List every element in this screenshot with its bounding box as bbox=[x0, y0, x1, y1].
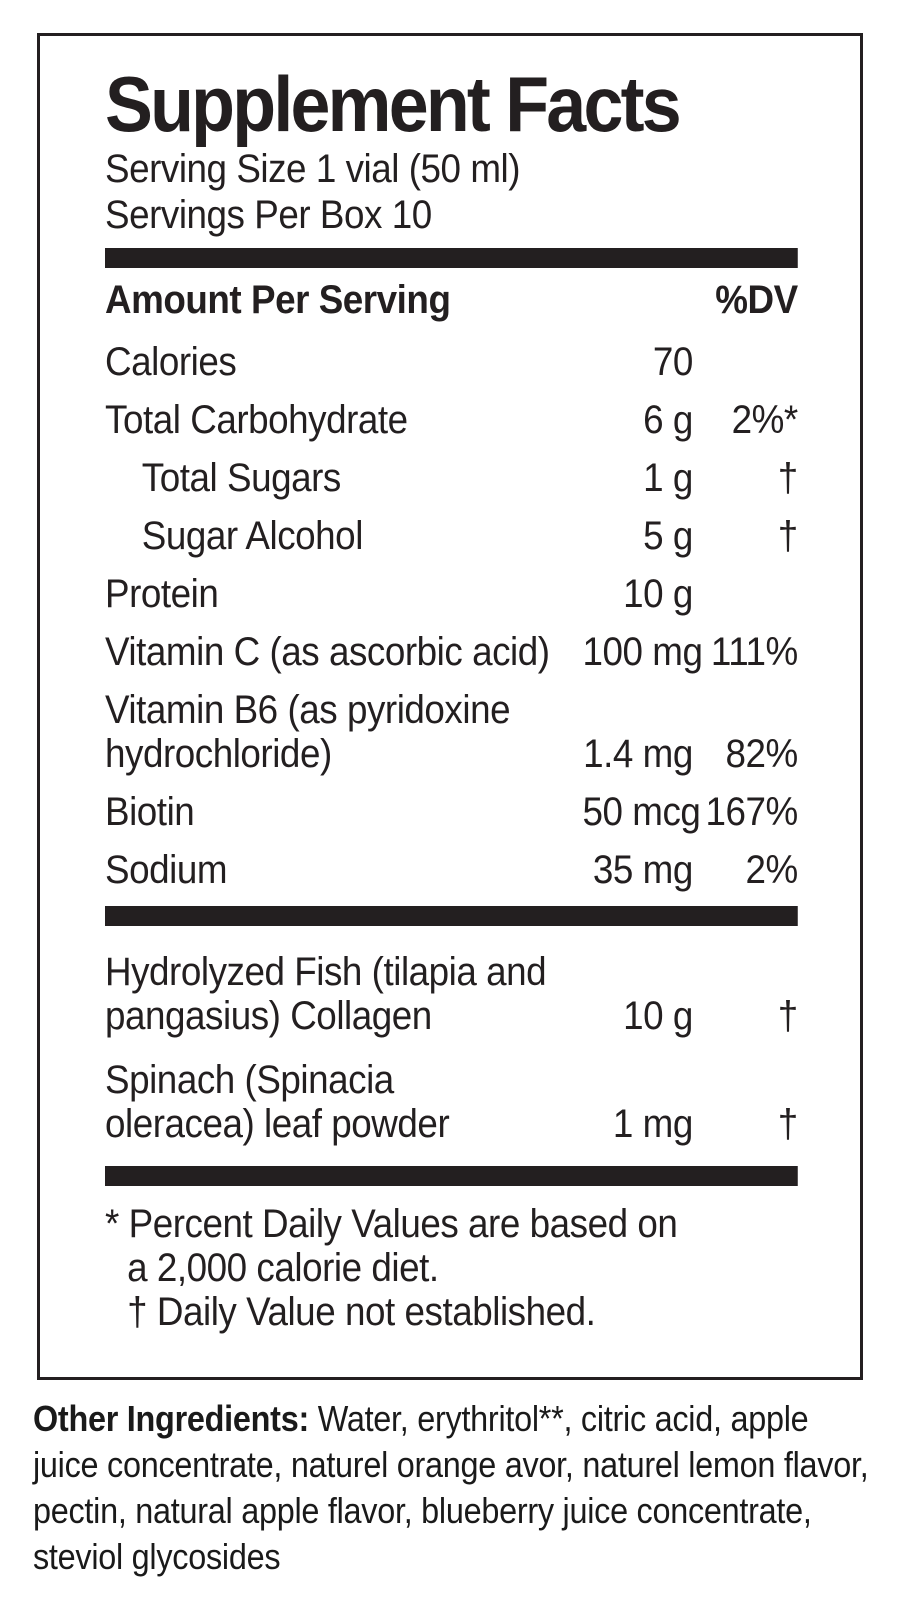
nutrient-name: Calories bbox=[105, 340, 237, 384]
nutrient-amount: 100 mg bbox=[582, 630, 703, 674]
serving-size-line: Serving Size 1 vial (50 ml) bbox=[105, 147, 521, 191]
nutrient-row bbox=[105, 848, 798, 892]
nutrient-name: Vitamin B6 (as pyridoxine hydrochloride) bbox=[105, 688, 511, 776]
thick-divider-bar-bottom bbox=[105, 1166, 798, 1186]
nutrient-name: Hydrolyzed Fish (tilapia and pangasius) Collagen bbox=[105, 950, 547, 1038]
nutrient-amount: 6 g bbox=[643, 398, 693, 442]
nutrient-row bbox=[105, 514, 798, 558]
nutrient-amount: 1 mg bbox=[612, 1102, 693, 1146]
nutrient-name: Sodium bbox=[105, 848, 228, 892]
nutrient-amount: 5 g bbox=[643, 514, 693, 558]
thick-divider-bar-middle bbox=[105, 906, 798, 926]
nutrient-amount: 35 mg bbox=[592, 848, 693, 892]
nutrient-row bbox=[105, 950, 798, 1038]
nutrient-row bbox=[105, 398, 798, 442]
nutrient-row bbox=[105, 340, 798, 384]
nutrient-name: Vitamin C (as ascorbic acid) bbox=[105, 630, 550, 674]
nutrient-amount: 50 mcg bbox=[582, 790, 701, 834]
panel-title: Supplement Facts bbox=[105, 60, 679, 148]
supplement-facts-content bbox=[105, 36, 798, 1334]
other-ingredients-label: Other Ingredients: bbox=[33, 1398, 309, 1439]
servings-per-box-line: Servings Per Box 10 bbox=[105, 193, 432, 237]
nutrient-percent-dv: † bbox=[777, 994, 798, 1038]
nutrient-amount: 70 bbox=[652, 340, 693, 384]
nutrient-amount: 1 g bbox=[643, 456, 693, 500]
footnote-percent-dv-line1: * Percent Daily Values are based on bbox=[105, 1202, 678, 1246]
nutrient-row bbox=[105, 688, 798, 776]
nutrient-percent-dv: † bbox=[777, 1102, 798, 1146]
footnote-dagger: † Daily Value not established. bbox=[127, 1290, 596, 1334]
nutrient-name: Total Sugars bbox=[141, 456, 341, 500]
thick-divider-bar-top bbox=[105, 248, 798, 268]
nutrient-percent-dv: 82% bbox=[725, 732, 798, 776]
nutrient-name: Biotin bbox=[105, 790, 195, 834]
footnotes bbox=[105, 1202, 798, 1334]
nutrient-amount: 1.4 mg bbox=[583, 732, 693, 776]
amount-per-serving-header: Amount Per Serving bbox=[105, 278, 451, 322]
nutrient-rows bbox=[105, 340, 798, 892]
nutrient-name: Protein bbox=[105, 572, 219, 616]
nutrient-row bbox=[105, 456, 798, 500]
nutrient-row bbox=[105, 572, 798, 616]
nutrient-name: Sugar Alcohol bbox=[141, 514, 363, 558]
supplement-facts-panel bbox=[37, 33, 863, 1380]
nutrient-percent-dv: 2%* bbox=[731, 398, 798, 442]
nutrient-percent-dv: 167% bbox=[705, 790, 798, 834]
nutrient-percent-dv: † bbox=[777, 514, 798, 558]
nutrient-row bbox=[105, 790, 798, 834]
nutrient-amount: 10 g bbox=[623, 572, 693, 616]
nutrient-name: Total Carbohydrate bbox=[105, 398, 408, 442]
nutrient-percent-dv: † bbox=[777, 456, 798, 500]
footnote-percent-dv-line2: a 2,000 calorie diet. bbox=[127, 1246, 439, 1290]
nutrient-row bbox=[105, 1058, 798, 1146]
column-header-row bbox=[105, 278, 798, 322]
botanical-rows bbox=[105, 950, 798, 1146]
other-ingredients-paragraph bbox=[33, 1396, 869, 1580]
other-ingredients-text: Water, erythritol**, citric acid, apple juice concentrate, naturel orange avor, naturel lemon flavor, pectin, natural apple flavor, blueberry juice concentrate, steviol glycosides bbox=[33, 1398, 869, 1577]
nutrient-percent-dv: 2% bbox=[745, 848, 798, 892]
nutrient-row bbox=[105, 630, 798, 674]
nutrient-percent-dv: 111% bbox=[710, 630, 798, 674]
nutrient-name: Spinach (Spinacia oleracea) leaf powder bbox=[105, 1058, 450, 1146]
percent-dv-header: %DV bbox=[715, 278, 798, 322]
nutrient-amount: 10 g bbox=[623, 994, 693, 1038]
